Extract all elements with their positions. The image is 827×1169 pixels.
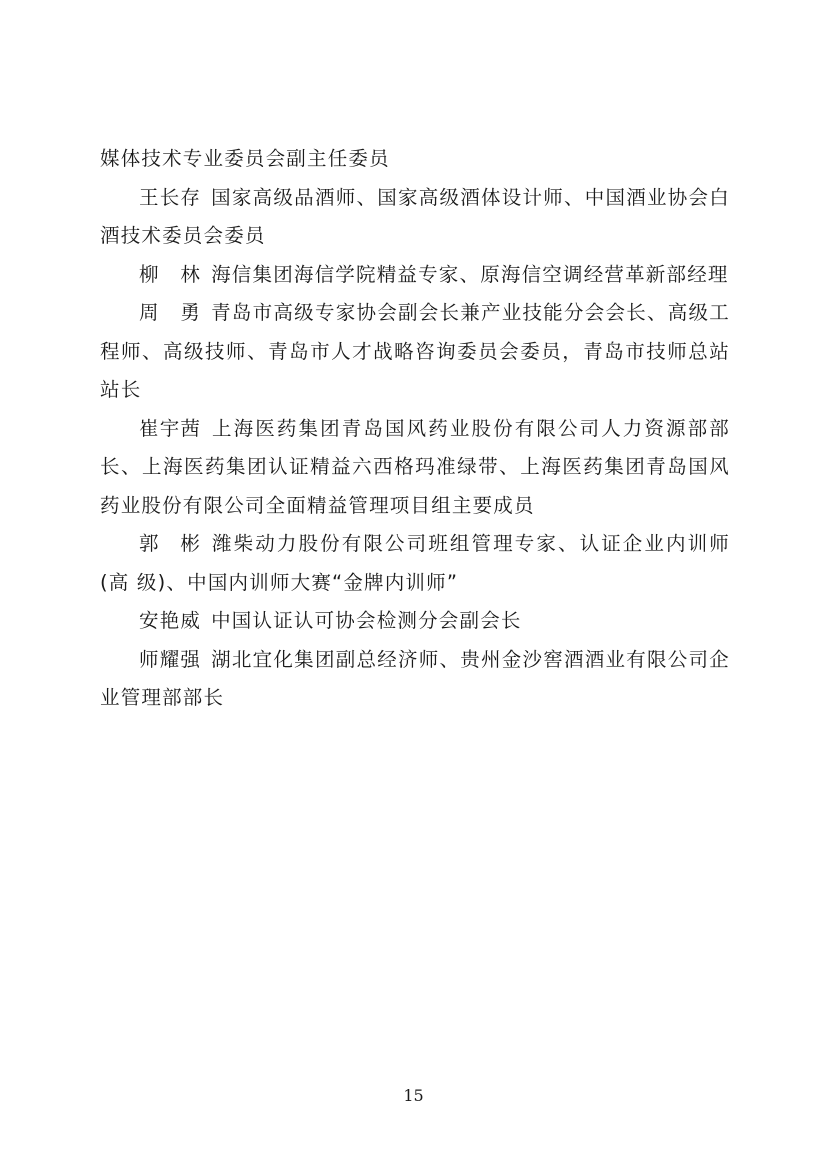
member-entry [100,179,730,256]
page-number: 15 [403,1086,424,1105]
member-name: 郭 彬 [139,532,202,555]
member-entry [100,602,730,641]
member-description: 海信集团海信学院精益专家、原海信空调经营革新部经理 [211,262,729,286]
member-name: 王长存 [139,185,202,209]
member-name: 师耀强 [139,647,202,671]
member-description: 湖北宜化集团副总经济师、贵州金沙窖酒酒业有限公司企业管理部部长 [100,647,730,709]
member-description: 青岛市高级专家协会副会长兼产业技能分会会长、高级工程师、高级技师、青岛市人才战略咨询委员会委员，青岛市技师总站站长 [100,301,730,401]
member-entry [100,294,730,410]
member-name: 周 勇 [139,301,202,324]
member-description: 潍柴动力股份有限公司班组管理专家、认证企业内训师(高 级)、中国内训师大赛“金牌内训师” [100,532,730,594]
member-entry [100,641,730,718]
member-description: 中国认证认可协会检测分会副会长 [211,609,522,632]
member-entry [100,525,730,602]
member-name: 安艳威 [139,609,202,632]
member-name: 柳 林 [139,262,202,286]
member-name: 崔宇茜 [139,416,202,440]
member-list [100,140,730,718]
continuation-text: 媒体技术专业委员会副主任委员 [100,147,390,170]
member-description: 上海医药集团青岛国风药业股份有限公司人力资源部部长、上海医药集团认证精益六西格玛准绿带、上海医药集团青岛国风药业股份有限公司全面精益管理项目组主要成员 [100,416,730,517]
member-description: 国家高级品酒师、国家高级酒体设计师、中国酒业协会白酒技术委员会委员 [100,185,730,247]
member-entry [100,256,730,295]
member-entry [100,410,730,526]
